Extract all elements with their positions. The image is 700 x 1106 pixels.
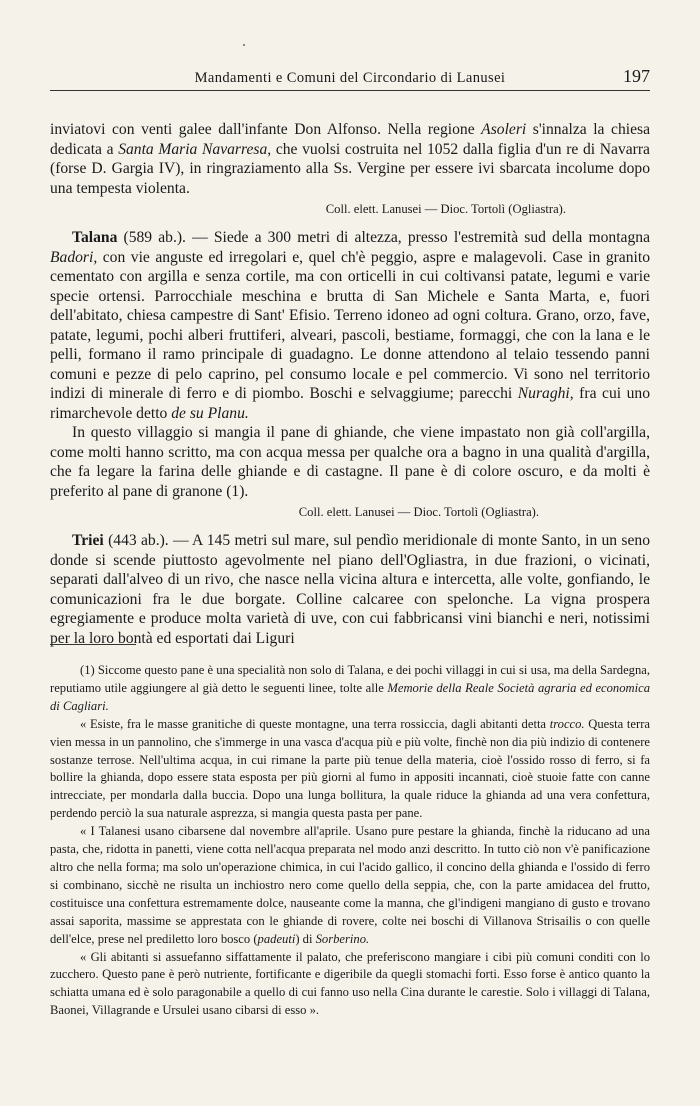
italic-run: Asoleri	[481, 121, 527, 138]
text-run: « Esiste, fra le masse granitiche di queste montagne, una terra rossiccia, dagli abitanti detta	[80, 716, 550, 731]
italic-run: padeuti	[257, 931, 296, 946]
footnote-1	[50, 662, 650, 716]
footnote-quote-3: « Gli abitanti si assuefanno siffattamente il palato, che preferiscono mangiare i cibi più comuni conditi con lo zucchero. Questo pane è però nutriente, fortificante e digeribile da quegli stomachi forti. Esso forse è antico quanto la schiatta umana ed è solo paragonabile a quello di cui fanno uso nella Cina durante le carestie. Solo i villaggi di Talana, Baonei, Villagrande e Ursulei usano cibarsi di esso ».	[50, 949, 650, 1018]
text-run: inviatovi con venti galee dall'infante Don Alfonso. Nella regione	[50, 121, 482, 138]
italic-run: Santa Maria Navarresa,	[118, 140, 272, 158]
text-run: con vie anguste ed irregolari e, quel ch'è peggio, aspre e malagevoli. Case in granito cementato con argilla e senza cortile, ma con orticelli in cui coltivansi patate, legumi e varie specie ortensi. Parrocchiale meschina e brutta di San Michele e Santa Marta, e, fuori dell'abitato, chiesa campestre di Sant' Efisio. Terreno idoneo ad ogni coltura. Grano, orzo, fave, patate, legumi, pochi alberi fruttiferi, alveari, pascoli, bestiame, formaggi, che con la lana e le pelli, formano il ramo principale di guadagno. Le donne attendono al telaio tessendo panni comuni e pezze di pelo caprino, pel consumo locale e pel commercio. Vi sono nel territorio indizi di minerale di ferro e di piombo. Boschi e selvaggiume; parecchi	[50, 248, 650, 402]
italic-run: Memorie della Reale Società agraria ed economica di Cagliari.	[50, 680, 650, 713]
entry-heading-talana: Talana	[72, 229, 118, 246]
footnotes	[50, 662, 650, 1020]
electoral-college-line: Coll. elett. Lanusei — Dioc. Tortolì (Ogliastra).	[325, 202, 566, 216]
italic-run: Sorberino.	[315, 931, 370, 946]
paragraph-triei	[50, 531, 650, 648]
entry-heading-triei: Triei	[72, 532, 104, 549]
italic-run: Nuraghi,	[517, 385, 574, 402]
footnote-quote-2	[50, 823, 650, 948]
italic-run: Badori,	[50, 248, 98, 266]
paper-speck	[243, 44, 245, 46]
footnote-rule	[50, 644, 136, 645]
text-run: « I Talanesi usano cibarsene dal novembre all'aprile. Usano pure pestare la ghianda, finchè la riducano ad una pasta, che, ridotta in panetti, viene cotta nell'acqua preparata nel modo anzi descritto. In tutto ciò non v'è panificazione altro che nella forma; ma solo un'operazione chimica, in cui l'acido gallico, il concino della ghianda e l'ossido di ferro si combinano, sicchè ne risulta un inchiostro nero come quello della seppia, che, con la parte amidacea del frutto, costituisce una confettura estremamente dolce, nauseante come la manna, che gl'indigeni mangiano di gusto e trovano assai saporita, massime se apprestata con le ghiande di rovere, colte nei boschi di Villanova Strisailis o con quelle dell'elce, prese nel prediletto loro bosco (	[50, 824, 650, 946]
text-run: ) di	[295, 931, 316, 946]
footnote-quote-1	[50, 716, 650, 823]
text-run: (1) Siccome questo pane è una specialità non solo di Talana, e dei pochi villaggi in cui si usa, ma della Sardegna, reputiamo utile aggiungere al già detto le seguenti linee, tolte alle	[50, 663, 650, 695]
electoral-college-line: Coll. elett. Lanusei — Dioc. Tortolì (Ogliastra).	[298, 505, 539, 519]
italic-run: de su Planu.	[171, 404, 249, 422]
page-number: 197	[623, 66, 650, 86]
text-run: fra cui uno rimarchevole detto	[50, 385, 650, 422]
main-text	[50, 120, 650, 648]
text-run: che vuolsi costruita nel 1052 dalla figlia d'un re di Navarra (forse D. Gargia IV), in ringraziamento alla Ss. Vergine per essere ivi sbarcata incolume dopo una tempesta violenta.	[50, 140, 650, 197]
text-run: s'innalza la chiesa dedicata a	[50, 121, 650, 158]
text-run: (589 ab.). — Siede a 300 metri di altezza, presso l'estremità sud della montagna	[117, 229, 650, 246]
running-header	[50, 68, 650, 91]
paragraph-talana	[50, 228, 650, 423]
running-title: Mandamenti e Comuni del Circondario di Lanusei	[194, 70, 506, 86]
text-run: (443 ab.). — A 145 metri sul mare, sul pendìo meridionale di monte Santo, in un seno donde si scende piuttosto agevolmente nel piano dell'Ogliastra, in due frazioni, o vicinati, separati dall'alveo di un rivo, che nasce nella vicina altura e intercetta, alle volte, gonfiando, le comunicazioni fra le due borgate. Colline calcaree con spelonche. La vigna prospera egregiamente e produce molta varietà di uve, con cui fabbricansi vini bianchi e neri, notissimi per la loro bontà ed esportati dai Liguri	[50, 532, 650, 647]
paragraph-talana-bread: In questo villaggio si mangia il pane di ghiande, che viene impastato non già coll'argilla, come molti hanno scritto, ma con acqua messa per qualche ora a bagno in una qualità d'argilla, che fa legare la farina delle ghiande e di castagne. Il pane è di colore oscuro, e da molti è preferito al pane di granone (1).	[50, 424, 650, 500]
italic-run: trocco.	[549, 716, 585, 731]
text-run: Questa terra vien messa in un pannolino, che s'immerge in una vasca d'acqua più e più volte, finchè non dia più indizio di contenere sostanze terrose. Nell'ultima acqua, in cui rimane la parte più tenue della materia, cioè l'ossido rosso di ferro, si fa bollire la ghianda, dopo essere stata esposta per più giorni al fumo in appositi incannati, cioè stuoie fatte con canne intrecciate, per mondarla dalla buccia. Dopo una lunga bollitura, la quale riduce la ghianda ad una vera confettura, perdendo perciò la sua naturale asprezza, si mangia questa pasta per pane.	[50, 716, 650, 821]
paragraph-baunei-continued	[50, 120, 650, 198]
